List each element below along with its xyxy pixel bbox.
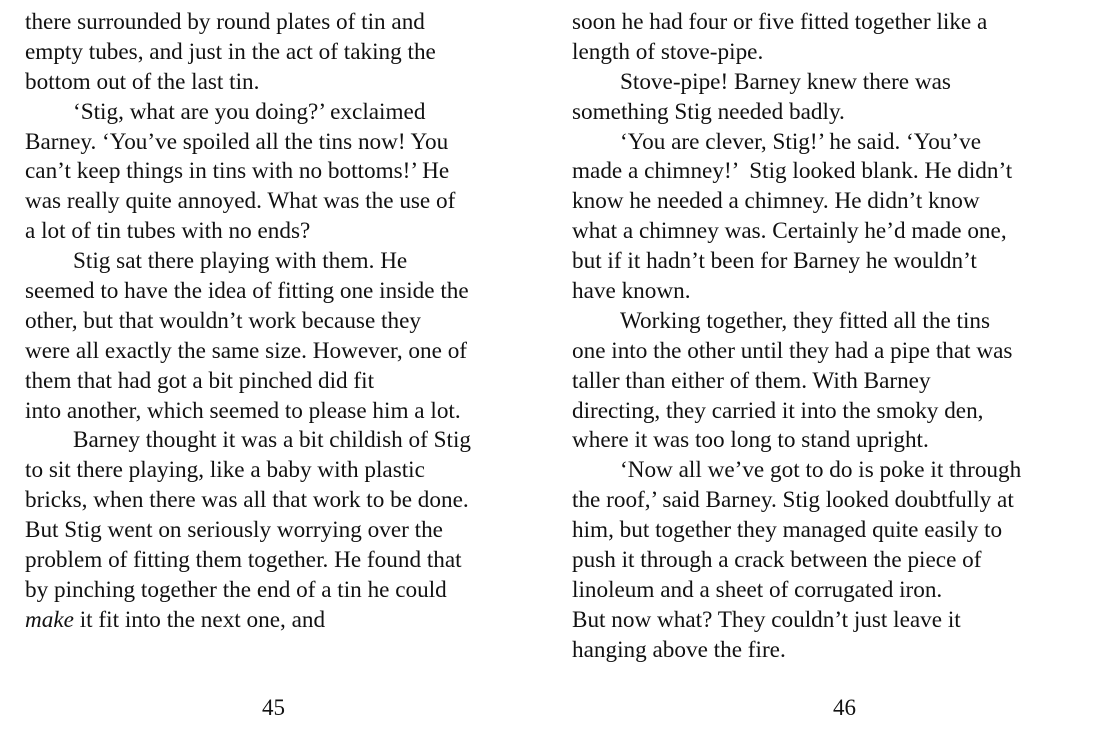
- text-line: [572, 277, 1082, 307]
- line-text: But Stig went on seriously worrying over the: [25, 517, 443, 544]
- line-text: problem of fitting them together. He found that: [25, 547, 462, 574]
- line-text: length of stove-pipe.: [572, 38, 764, 65]
- line-text: by pinching together the end of a tin he could: [25, 576, 447, 603]
- text-line: [25, 516, 535, 546]
- line-text: it fit into the next one, and: [73, 606, 326, 633]
- line-text: Working together, they fitted all the tins: [620, 307, 991, 334]
- line-text: empty tubes, and just in the act of taking the: [25, 38, 436, 65]
- line-text: to sit there playing, like a baby with plastic: [25, 457, 425, 484]
- line-text: bottom out of the last tin.: [25, 68, 260, 95]
- text-line: [572, 636, 1082, 666]
- text-line: [572, 456, 1082, 486]
- line-text: hanging above the fire.: [572, 636, 786, 663]
- text-line: [25, 546, 535, 576]
- left-page-number: 45: [262, 695, 285, 720]
- line-text: directing, they carried it into the smoky den,: [572, 397, 984, 424]
- text-line: [25, 397, 535, 427]
- line-text: ‘Now all we’ve got to do is poke it through: [620, 457, 1022, 484]
- line-text: the roof,’ said Barney. Stig looked doubtfully at: [572, 487, 1014, 514]
- line-text: where it was too long to stand upright.: [572, 427, 929, 454]
- right-page-number: 46: [833, 695, 856, 720]
- line-text: was really quite annoyed. What was the use of: [25, 188, 456, 215]
- line-text: But now what? They couldn’t just leave it: [572, 606, 961, 633]
- line-text: a lot of tin tubes with no ends?: [25, 218, 311, 245]
- text-line: [25, 157, 535, 187]
- text-line: [25, 456, 535, 486]
- text-line: [25, 247, 535, 277]
- text-line: [572, 98, 1082, 128]
- text-line: [572, 426, 1082, 456]
- line-text: something Stig needed badly.: [572, 98, 845, 125]
- line-text: Barney. ‘You’ve spoiled all the tins now! You: [25, 128, 449, 155]
- left-page-text: [25, 8, 535, 636]
- line-text: ‘You are clever, Stig!’ he said. ‘You’ve: [620, 128, 981, 155]
- line-text: seemed to have the idea of fitting one inside the: [25, 278, 469, 305]
- line-text: made a chimney!’ Stig looked blank. He didn’t: [572, 158, 1013, 185]
- line-text: them that had got a bit pinched did fit: [25, 367, 375, 394]
- text-line: [572, 187, 1082, 217]
- text-line: [572, 128, 1082, 158]
- text-line: [572, 307, 1082, 337]
- text-line: [25, 367, 535, 397]
- text-line: [572, 68, 1082, 98]
- text-line: [25, 606, 535, 636]
- text-line: [572, 486, 1082, 516]
- text-line: [572, 397, 1082, 427]
- line-text: taller than either of them. With Barney: [572, 367, 931, 394]
- text-line: [572, 38, 1082, 68]
- line-text: ‘Stig, what are you doing?’ exclaimed: [73, 98, 426, 125]
- line-text: soon he had four or five fitted together like a: [572, 9, 988, 35]
- text-line: [25, 337, 535, 367]
- text-line: [572, 606, 1082, 636]
- right-page-text: [572, 8, 1082, 666]
- text-line: [572, 337, 1082, 367]
- text-line: [25, 98, 535, 128]
- line-text: him, but together they managed quite easily to: [572, 517, 1003, 544]
- text-line: [572, 367, 1082, 397]
- line-text: bricks, when there was all that work to be done.: [25, 487, 469, 514]
- line-text: push it through a crack between the piece of: [572, 547, 982, 574]
- text-line: [25, 426, 535, 456]
- line-text: into another, which seemed to please him a lot.: [25, 397, 461, 424]
- text-line: [25, 277, 535, 307]
- line-text: have known.: [572, 278, 691, 305]
- text-line: [25, 128, 535, 158]
- text-line: [25, 576, 535, 606]
- text-line: [572, 546, 1082, 576]
- text-line: [572, 8, 1082, 38]
- text-line: [25, 217, 535, 247]
- line-text: were all exactly the same size. However, one of: [25, 337, 468, 364]
- text-line: [25, 307, 535, 337]
- text-line: [25, 38, 535, 68]
- line-text: know he needed a chimney. He didn’t know: [572, 188, 980, 215]
- text-line: [572, 576, 1082, 606]
- text-line: [572, 516, 1082, 546]
- text-line: [572, 217, 1082, 247]
- line-text: there surrounded by round plates of tin and: [25, 9, 425, 35]
- line-text: but if it hadn’t been for Barney he wouldn’t: [572, 248, 977, 275]
- text-line: [25, 486, 535, 516]
- line-text: other, but that wouldn’t work because they: [25, 307, 421, 334]
- text-line: [572, 157, 1082, 187]
- line-text: can’t keep things in tins with no bottoms!’ He: [25, 158, 450, 185]
- line-text: Stig sat there playing with them. He: [73, 248, 408, 275]
- line-text: linoleum and a sheet of corrugated iron.: [572, 576, 943, 603]
- line-text: Stove-pipe! Barney knew there was: [620, 68, 951, 95]
- line-text: Barney thought it was a bit childish of Stig: [73, 427, 472, 454]
- italic-word: make: [25, 606, 74, 633]
- line-text: one into the other until they had a pipe that was: [572, 337, 1013, 364]
- text-line: [25, 187, 535, 217]
- line-text: what a chimney was. Certainly he’d made one,: [572, 218, 1007, 245]
- text-line: [572, 247, 1082, 277]
- text-line: [25, 8, 535, 38]
- text-line: [25, 68, 535, 98]
